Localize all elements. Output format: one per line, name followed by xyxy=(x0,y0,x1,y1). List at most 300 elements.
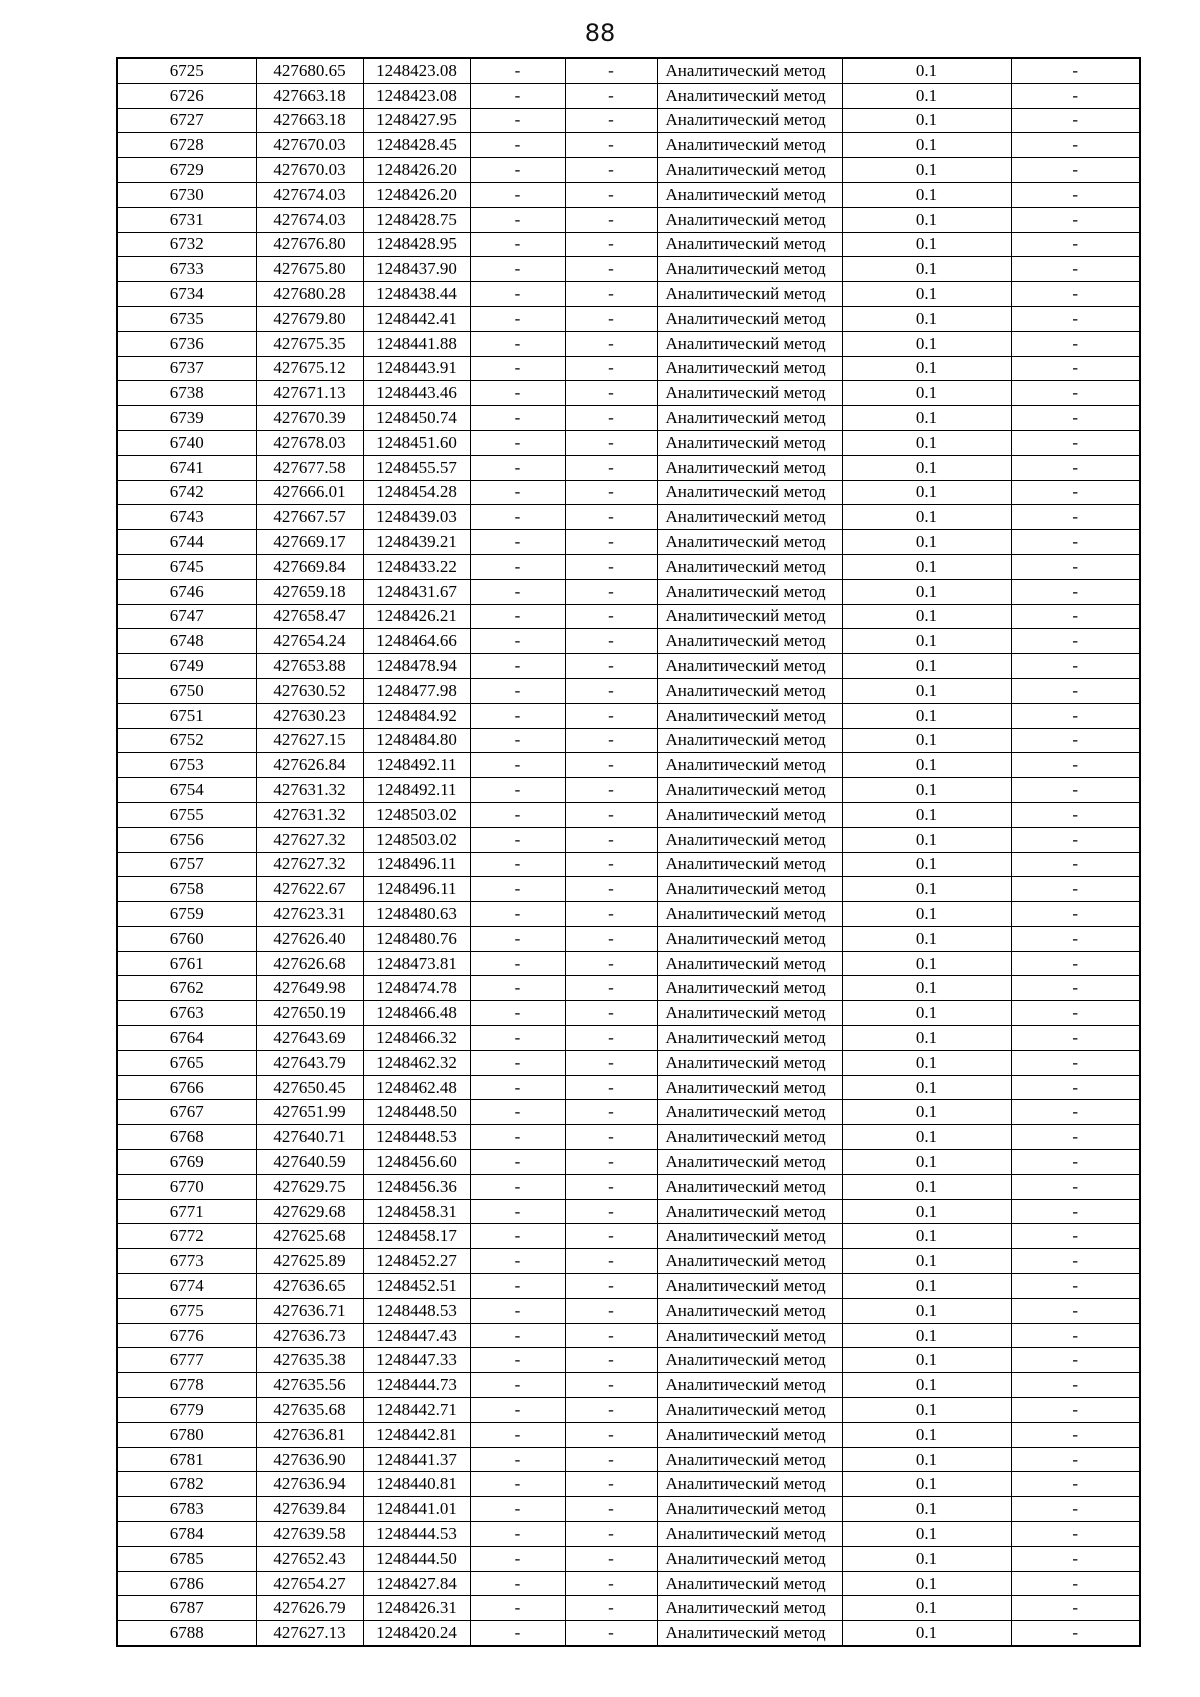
point-number-cell: 6737 xyxy=(117,356,256,381)
col4-cell: - xyxy=(470,455,565,480)
y-coordinate-cell: 1248440.81 xyxy=(363,1472,470,1497)
y-coordinate-cell: 1248431.67 xyxy=(363,579,470,604)
x-coordinate-cell: 427663.18 xyxy=(256,83,363,108)
accuracy-cell: 0.1 xyxy=(842,1621,1011,1646)
y-coordinate-cell: 1248420.24 xyxy=(363,1621,470,1646)
x-coordinate-cell: 427625.68 xyxy=(256,1224,363,1249)
col5-cell: - xyxy=(565,1571,657,1596)
point-number-cell: 6744 xyxy=(117,530,256,555)
accuracy-cell: 0.1 xyxy=(842,678,1011,703)
y-coordinate-cell: 1248462.32 xyxy=(363,1050,470,1075)
col5-cell: - xyxy=(565,877,657,902)
col5-cell: - xyxy=(565,1422,657,1447)
col8-cell: - xyxy=(1011,1323,1140,1348)
col4-cell: - xyxy=(470,827,565,852)
point-number-cell: 6781 xyxy=(117,1447,256,1472)
col8-cell: - xyxy=(1011,778,1140,803)
accuracy-cell: 0.1 xyxy=(842,1323,1011,1348)
x-coordinate-cell: 427639.58 xyxy=(256,1522,363,1547)
accuracy-cell: 0.1 xyxy=(842,58,1011,83)
col8-cell: - xyxy=(1011,1571,1140,1596)
method-cell: Аналитический метод xyxy=(657,1075,842,1100)
method-cell: Аналитический метод xyxy=(657,207,842,232)
point-number-cell: 6732 xyxy=(117,232,256,257)
point-number-cell: 6757 xyxy=(117,852,256,877)
y-coordinate-cell: 1248444.53 xyxy=(363,1522,470,1547)
y-coordinate-cell: 1248454.28 xyxy=(363,480,470,505)
y-coordinate-cell: 1248456.36 xyxy=(363,1174,470,1199)
col4-cell: - xyxy=(470,306,565,331)
x-coordinate-cell: 427626.40 xyxy=(256,926,363,951)
x-coordinate-cell: 427654.24 xyxy=(256,629,363,654)
method-cell: Аналитический метод xyxy=(657,852,842,877)
y-coordinate-cell: 1248443.91 xyxy=(363,356,470,381)
col5-cell: - xyxy=(565,1050,657,1075)
col8-cell: - xyxy=(1011,505,1140,530)
col5-cell: - xyxy=(565,579,657,604)
table-row xyxy=(117,381,1140,406)
point-number-cell: 6752 xyxy=(117,728,256,753)
point-number-cell: 6784 xyxy=(117,1522,256,1547)
table-row xyxy=(117,1323,1140,1348)
y-coordinate-cell: 1248423.08 xyxy=(363,83,470,108)
col4-cell: - xyxy=(470,1546,565,1571)
table-row xyxy=(117,257,1140,282)
table-row xyxy=(117,1075,1140,1100)
method-cell: Аналитический метод xyxy=(657,257,842,282)
accuracy-cell: 0.1 xyxy=(842,158,1011,183)
y-coordinate-cell: 1248452.27 xyxy=(363,1249,470,1274)
col8-cell: - xyxy=(1011,257,1140,282)
table-row xyxy=(117,1373,1140,1398)
accuracy-cell: 0.1 xyxy=(842,1100,1011,1125)
col4-cell: - xyxy=(470,802,565,827)
col4-cell: - xyxy=(470,58,565,83)
col8-cell: - xyxy=(1011,1274,1140,1299)
accuracy-cell: 0.1 xyxy=(842,976,1011,1001)
col4-cell: - xyxy=(470,133,565,158)
y-coordinate-cell: 1248480.63 xyxy=(363,902,470,927)
method-cell: Аналитический метод xyxy=(657,654,842,679)
point-number-cell: 6749 xyxy=(117,654,256,679)
x-coordinate-cell: 427636.71 xyxy=(256,1298,363,1323)
x-coordinate-cell: 427630.23 xyxy=(256,703,363,728)
method-cell: Аналитический метод xyxy=(657,430,842,455)
accuracy-cell: 0.1 xyxy=(842,133,1011,158)
table-row xyxy=(117,1472,1140,1497)
table-row xyxy=(117,1026,1140,1051)
table-row xyxy=(117,58,1140,83)
x-coordinate-cell: 427680.28 xyxy=(256,282,363,307)
y-coordinate-cell: 1248428.95 xyxy=(363,232,470,257)
method-cell: Аналитический метод xyxy=(657,83,842,108)
point-number-cell: 6727 xyxy=(117,108,256,133)
accuracy-cell: 0.1 xyxy=(842,430,1011,455)
x-coordinate-cell: 427666.01 xyxy=(256,480,363,505)
point-number-cell: 6739 xyxy=(117,406,256,431)
method-cell: Аналитический метод xyxy=(657,1522,842,1547)
table-row xyxy=(117,455,1140,480)
x-coordinate-cell: 427659.18 xyxy=(256,579,363,604)
method-cell: Аналитический метод xyxy=(657,1125,842,1150)
y-coordinate-cell: 1248444.50 xyxy=(363,1546,470,1571)
col4-cell: - xyxy=(470,1522,565,1547)
point-number-cell: 6750 xyxy=(117,678,256,703)
col8-cell: - xyxy=(1011,182,1140,207)
col4-cell: - xyxy=(470,604,565,629)
point-number-cell: 6729 xyxy=(117,158,256,183)
y-coordinate-cell: 1248428.45 xyxy=(363,133,470,158)
method-cell: Аналитический метод xyxy=(657,331,842,356)
col4-cell: - xyxy=(470,728,565,753)
x-coordinate-cell: 427653.88 xyxy=(256,654,363,679)
col5-cell: - xyxy=(565,629,657,654)
table-row xyxy=(117,678,1140,703)
x-coordinate-cell: 427654.27 xyxy=(256,1571,363,1596)
col8-cell: - xyxy=(1011,1497,1140,1522)
col5-cell: - xyxy=(565,182,657,207)
method-cell: Аналитический метод xyxy=(657,1150,842,1175)
col8-cell: - xyxy=(1011,232,1140,257)
x-coordinate-cell: 427669.84 xyxy=(256,554,363,579)
table-row xyxy=(117,1398,1140,1423)
table-row xyxy=(117,1348,1140,1373)
accuracy-cell: 0.1 xyxy=(842,207,1011,232)
method-cell: Аналитический метод xyxy=(657,728,842,753)
accuracy-cell: 0.1 xyxy=(842,1026,1011,1051)
y-coordinate-cell: 1248466.48 xyxy=(363,1001,470,1026)
col8-cell: - xyxy=(1011,480,1140,505)
accuracy-cell: 0.1 xyxy=(842,455,1011,480)
y-coordinate-cell: 1248451.60 xyxy=(363,430,470,455)
col4-cell: - xyxy=(470,1050,565,1075)
accuracy-cell: 0.1 xyxy=(842,381,1011,406)
col5-cell: - xyxy=(565,1224,657,1249)
method-cell: Аналитический метод xyxy=(657,1298,842,1323)
x-coordinate-cell: 427629.68 xyxy=(256,1199,363,1224)
point-number-cell: 6765 xyxy=(117,1050,256,1075)
col5-cell: - xyxy=(565,926,657,951)
col8-cell: - xyxy=(1011,1621,1140,1646)
col8-cell: - xyxy=(1011,1224,1140,1249)
col8-cell: - xyxy=(1011,976,1140,1001)
col4-cell: - xyxy=(470,1323,565,1348)
method-cell: Аналитический метод xyxy=(657,778,842,803)
col4-cell: - xyxy=(470,926,565,951)
col8-cell: - xyxy=(1011,1348,1140,1373)
col5-cell: - xyxy=(565,331,657,356)
method-cell: Аналитический метод xyxy=(657,182,842,207)
point-number-cell: 6741 xyxy=(117,455,256,480)
col4-cell: - xyxy=(470,1348,565,1373)
accuracy-cell: 0.1 xyxy=(842,1497,1011,1522)
x-coordinate-cell: 427639.84 xyxy=(256,1497,363,1522)
x-coordinate-cell: 427627.15 xyxy=(256,728,363,753)
accuracy-cell: 0.1 xyxy=(842,1150,1011,1175)
y-coordinate-cell: 1248441.37 xyxy=(363,1447,470,1472)
accuracy-cell: 0.1 xyxy=(842,802,1011,827)
col8-cell: - xyxy=(1011,1447,1140,1472)
table-row xyxy=(117,926,1140,951)
col4-cell: - xyxy=(470,83,565,108)
col8-cell: - xyxy=(1011,430,1140,455)
accuracy-cell: 0.1 xyxy=(842,1596,1011,1621)
table-row xyxy=(117,703,1140,728)
col8-cell: - xyxy=(1011,1026,1140,1051)
x-coordinate-cell: 427667.57 xyxy=(256,505,363,530)
col5-cell: - xyxy=(565,58,657,83)
x-coordinate-cell: 427631.32 xyxy=(256,778,363,803)
page-number: 88 xyxy=(584,19,616,47)
col4-cell: - xyxy=(470,1199,565,1224)
point-number-cell: 6725 xyxy=(117,58,256,83)
col8-cell: - xyxy=(1011,1596,1140,1621)
accuracy-cell: 0.1 xyxy=(842,306,1011,331)
method-cell: Аналитический метод xyxy=(657,1373,842,1398)
point-number-cell: 6730 xyxy=(117,182,256,207)
table-row xyxy=(117,1274,1140,1299)
col5-cell: - xyxy=(565,753,657,778)
point-number-cell: 6747 xyxy=(117,604,256,629)
method-cell: Аналитический метод xyxy=(657,1447,842,1472)
col8-cell: - xyxy=(1011,827,1140,852)
col5-cell: - xyxy=(565,282,657,307)
method-cell: Аналитический метод xyxy=(657,1224,842,1249)
y-coordinate-cell: 1248443.46 xyxy=(363,381,470,406)
y-coordinate-cell: 1248442.71 xyxy=(363,1398,470,1423)
col5-cell: - xyxy=(565,530,657,555)
x-coordinate-cell: 427674.03 xyxy=(256,182,363,207)
method-cell: Аналитический метод xyxy=(657,133,842,158)
table-row xyxy=(117,1150,1140,1175)
col5-cell: - xyxy=(565,827,657,852)
col4-cell: - xyxy=(470,356,565,381)
x-coordinate-cell: 427625.89 xyxy=(256,1249,363,1274)
table-row xyxy=(117,306,1140,331)
col5-cell: - xyxy=(565,1596,657,1621)
col4-cell: - xyxy=(470,1571,565,1596)
accuracy-cell: 0.1 xyxy=(842,83,1011,108)
y-coordinate-cell: 1248441.01 xyxy=(363,1497,470,1522)
method-cell: Аналитический метод xyxy=(657,1100,842,1125)
table-row xyxy=(117,604,1140,629)
y-coordinate-cell: 1248480.76 xyxy=(363,926,470,951)
col4-cell: - xyxy=(470,182,565,207)
x-coordinate-cell: 427636.90 xyxy=(256,1447,363,1472)
accuracy-cell: 0.1 xyxy=(842,827,1011,852)
col5-cell: - xyxy=(565,257,657,282)
point-number-cell: 6774 xyxy=(117,1274,256,1299)
col4-cell: - xyxy=(470,1472,565,1497)
accuracy-cell: 0.1 xyxy=(842,480,1011,505)
method-cell: Аналитический метод xyxy=(657,1001,842,1026)
col4-cell: - xyxy=(470,1224,565,1249)
col4-cell: - xyxy=(470,1398,565,1423)
accuracy-cell: 0.1 xyxy=(842,282,1011,307)
x-coordinate-cell: 427674.03 xyxy=(256,207,363,232)
col5-cell: - xyxy=(565,232,657,257)
point-number-cell: 6775 xyxy=(117,1298,256,1323)
table-row xyxy=(117,579,1140,604)
col5-cell: - xyxy=(565,1323,657,1348)
table-row xyxy=(117,1571,1140,1596)
accuracy-cell: 0.1 xyxy=(842,926,1011,951)
accuracy-cell: 0.1 xyxy=(842,108,1011,133)
x-coordinate-cell: 427635.56 xyxy=(256,1373,363,1398)
col8-cell: - xyxy=(1011,1150,1140,1175)
col8-cell: - xyxy=(1011,1546,1140,1571)
table-row xyxy=(117,877,1140,902)
point-number-cell: 6742 xyxy=(117,480,256,505)
accuracy-cell: 0.1 xyxy=(842,579,1011,604)
method-cell: Аналитический метод xyxy=(657,58,842,83)
method-cell: Аналитический метод xyxy=(657,381,842,406)
accuracy-cell: 0.1 xyxy=(842,902,1011,927)
point-number-cell: 6754 xyxy=(117,778,256,803)
col4-cell: - xyxy=(470,406,565,431)
point-number-cell: 6769 xyxy=(117,1150,256,1175)
col5-cell: - xyxy=(565,1125,657,1150)
accuracy-cell: 0.1 xyxy=(842,356,1011,381)
y-coordinate-cell: 1248448.50 xyxy=(363,1100,470,1125)
x-coordinate-cell: 427640.59 xyxy=(256,1150,363,1175)
col4-cell: - xyxy=(470,1174,565,1199)
point-number-cell: 6778 xyxy=(117,1373,256,1398)
x-coordinate-cell: 427671.13 xyxy=(256,381,363,406)
col4-cell: - xyxy=(470,207,565,232)
point-number-cell: 6782 xyxy=(117,1472,256,1497)
x-coordinate-cell: 427651.99 xyxy=(256,1100,363,1125)
y-coordinate-cell: 1248474.78 xyxy=(363,976,470,1001)
method-cell: Аналитический метод xyxy=(657,802,842,827)
accuracy-cell: 0.1 xyxy=(842,753,1011,778)
col5-cell: - xyxy=(565,951,657,976)
table-row xyxy=(117,331,1140,356)
accuracy-cell: 0.1 xyxy=(842,1050,1011,1075)
table-row xyxy=(117,1422,1140,1447)
x-coordinate-cell: 427678.03 xyxy=(256,430,363,455)
col4-cell: - xyxy=(470,1422,565,1447)
point-number-cell: 6726 xyxy=(117,83,256,108)
col5-cell: - xyxy=(565,505,657,530)
col8-cell: - xyxy=(1011,133,1140,158)
method-cell: Аналитический метод xyxy=(657,926,842,951)
table-row xyxy=(117,505,1140,530)
col8-cell: - xyxy=(1011,282,1140,307)
table-row xyxy=(117,1497,1140,1522)
accuracy-cell: 0.1 xyxy=(842,654,1011,679)
point-number-cell: 6745 xyxy=(117,554,256,579)
x-coordinate-cell: 427636.94 xyxy=(256,1472,363,1497)
x-coordinate-cell: 427663.18 xyxy=(256,108,363,133)
method-cell: Аналитический метод xyxy=(657,877,842,902)
col5-cell: - xyxy=(565,108,657,133)
y-coordinate-cell: 1248448.53 xyxy=(363,1125,470,1150)
col4-cell: - xyxy=(470,232,565,257)
x-coordinate-cell: 427675.35 xyxy=(256,331,363,356)
table-row xyxy=(117,1224,1140,1249)
col5-cell: - xyxy=(565,1348,657,1373)
point-number-cell: 6759 xyxy=(117,902,256,927)
point-number-cell: 6787 xyxy=(117,1596,256,1621)
table-row xyxy=(117,827,1140,852)
col5-cell: - xyxy=(565,728,657,753)
x-coordinate-cell: 427636.81 xyxy=(256,1422,363,1447)
method-cell: Аналитический метод xyxy=(657,282,842,307)
method-cell: Аналитический метод xyxy=(657,1422,842,1447)
accuracy-cell: 0.1 xyxy=(842,406,1011,431)
y-coordinate-cell: 1248458.17 xyxy=(363,1224,470,1249)
x-coordinate-cell: 427669.17 xyxy=(256,530,363,555)
x-coordinate-cell: 427670.03 xyxy=(256,158,363,183)
method-cell: Аналитический метод xyxy=(657,753,842,778)
col8-cell: - xyxy=(1011,1249,1140,1274)
accuracy-cell: 0.1 xyxy=(842,778,1011,803)
table-row xyxy=(117,1249,1140,1274)
col8-cell: - xyxy=(1011,902,1140,927)
col5-cell: - xyxy=(565,703,657,728)
col5-cell: - xyxy=(565,1026,657,1051)
accuracy-cell: 0.1 xyxy=(842,1224,1011,1249)
y-coordinate-cell: 1248447.33 xyxy=(363,1348,470,1373)
point-number-cell: 6772 xyxy=(117,1224,256,1249)
col5-cell: - xyxy=(565,654,657,679)
x-coordinate-cell: 427640.71 xyxy=(256,1125,363,1150)
table-row xyxy=(117,976,1140,1001)
col8-cell: - xyxy=(1011,83,1140,108)
col4-cell: - xyxy=(470,778,565,803)
col4-cell: - xyxy=(470,1497,565,1522)
col5-cell: - xyxy=(565,207,657,232)
point-number-cell: 6731 xyxy=(117,207,256,232)
accuracy-cell: 0.1 xyxy=(842,232,1011,257)
table-row xyxy=(117,951,1140,976)
col5-cell: - xyxy=(565,1522,657,1547)
col4-cell: - xyxy=(470,1447,565,1472)
point-number-cell: 6785 xyxy=(117,1546,256,1571)
y-coordinate-cell: 1248492.11 xyxy=(363,753,470,778)
y-coordinate-cell: 1248466.32 xyxy=(363,1026,470,1051)
col8-cell: - xyxy=(1011,530,1140,555)
y-coordinate-cell: 1248438.44 xyxy=(363,282,470,307)
accuracy-cell: 0.1 xyxy=(842,257,1011,282)
point-number-cell: 6766 xyxy=(117,1075,256,1100)
x-coordinate-cell: 427680.65 xyxy=(256,58,363,83)
y-coordinate-cell: 1248427.95 xyxy=(363,108,470,133)
point-number-cell: 6761 xyxy=(117,951,256,976)
table-row xyxy=(117,83,1140,108)
method-cell: Аналитический метод xyxy=(657,406,842,431)
point-number-cell: 6771 xyxy=(117,1199,256,1224)
point-number-cell: 6788 xyxy=(117,1621,256,1646)
y-coordinate-cell: 1248439.21 xyxy=(363,530,470,555)
method-cell: Аналитический метод xyxy=(657,1249,842,1274)
table-row xyxy=(117,802,1140,827)
col4-cell: - xyxy=(470,852,565,877)
col4-cell: - xyxy=(470,257,565,282)
method-cell: Аналитический метод xyxy=(657,1323,842,1348)
method-cell: Аналитический метод xyxy=(657,455,842,480)
col8-cell: - xyxy=(1011,951,1140,976)
y-coordinate-cell: 1248441.88 xyxy=(363,331,470,356)
col4-cell: - xyxy=(470,331,565,356)
col5-cell: - xyxy=(565,778,657,803)
accuracy-cell: 0.1 xyxy=(842,1348,1011,1373)
col4-cell: - xyxy=(470,1125,565,1150)
table-row xyxy=(117,1199,1140,1224)
col8-cell: - xyxy=(1011,1298,1140,1323)
method-cell: Аналитический метод xyxy=(657,1199,842,1224)
